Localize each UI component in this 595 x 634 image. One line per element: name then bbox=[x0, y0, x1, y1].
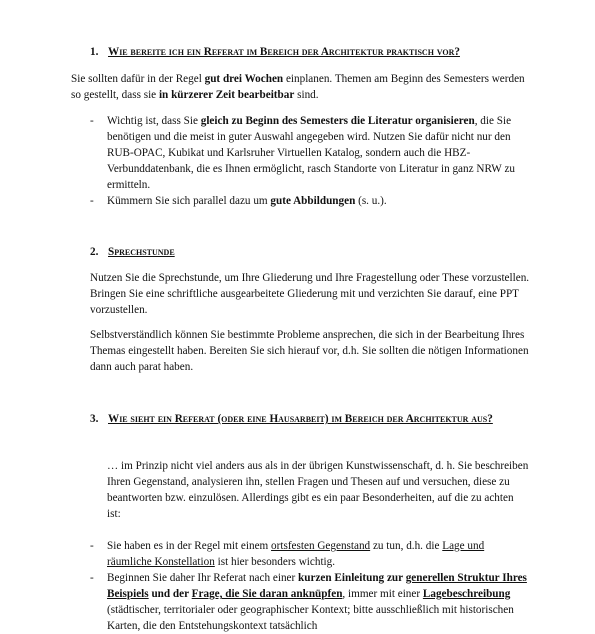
section-1-intro: Sie sollten dafür in der Regel gut drei Wochen einplanen. Themen am Beginn des Semesters werden so gestellt, dass sie in kürzerer Zeit bearbeitbar sind. bbox=[71, 73, 525, 101]
list-item: - Beginnen Sie daher Ihr Referat nach einer kurzen Einleitung zur generellen Struktur Ihres Beispiels und der Frage, die Sie daran anknüpfen, immer mit einer Lagebeschreibung (städtischer, territorialer oder geographischer Kontext; bitte ausschließlich mit historischen Karten, die den Entstehungskontext tatsächlich bbox=[90, 570, 530, 634]
section-2-title: Sprechstunde bbox=[108, 246, 175, 258]
section-3-intro: … im Prinzip nicht viel anders aus als in der übrigen Kunstwissenschaft, d. h. Sie beschreiben Ihren Gegenstand, analysieren ihn, stellen Fragen und Thesen auf und versuchen, diese zu beantworten bzw. einzulösen. Allerdings gibt es ein paar Besonderheiten, auf die zu achten ist: bbox=[107, 460, 529, 520]
list-item: - Kümmern Sie sich parallel dazu um gute Abbildungen (s. u.). bbox=[90, 193, 530, 209]
list-item: - Wichtig ist, dass Sie gleich zu Beginn des Semesters die Literatur organisieren, die Sie benötigen und die meist in guter Auswahl angegeben wird. Nutzen Sie dafür nicht nur den RUB-OPAC, Kubikat und Karlsruher Virtuellen Katalog, sondern auch die HBZ-Verbunddatenbank, die es Ihnen ermöglicht, rasch Standorte von Literatur in ganz NRW zu ermitteln. bbox=[90, 113, 530, 193]
list-item: - Sie haben es in der Regel mit einem ortsfesten Gegenstand zu tun, d.h. die Lage und räumliche Konstellation ist hier besonders wichtig. bbox=[90, 538, 530, 570]
section-3-heading bbox=[90, 411, 530, 443]
section-1-bullet-list bbox=[90, 113, 530, 209]
section-1-heading bbox=[90, 44, 550, 60]
section-3-number: 3. bbox=[90, 413, 99, 425]
section-2-number: 2. bbox=[90, 246, 99, 258]
section-2-heading bbox=[90, 244, 530, 260]
section-2-paragraph-1: Nutzen Sie die Sprechstunde, um Ihre Gliederung und Ihre Fragestellung oder These vorzustellen. Bringen Sie eine schriftliche ausgearbeitete Gliederung mit und verzichten Sie darauf, eine PPT vorzustellen. bbox=[90, 272, 530, 316]
section-1-number: 1. bbox=[90, 46, 99, 58]
section-3-title: Wie sieht ein Referat (oder eine Hausarbeit) im Bereich der Architektur aus? bbox=[108, 413, 493, 425]
section-2-paragraph-2: Selbstverständlich können Sie bestimmte Probleme ansprechen, die sich in der Bearbeitung Ihres Themas eingestellt haben. Bereiten Sie sich hierauf vor, d.h. Sie sollten die nötigen Informationen dann auch parat haben. bbox=[90, 329, 529, 373]
section-3-bullet-list bbox=[90, 538, 530, 634]
section-1-title: Wie bereite ich ein Referat im Bereich der Architektur praktisch vor? bbox=[108, 46, 460, 58]
